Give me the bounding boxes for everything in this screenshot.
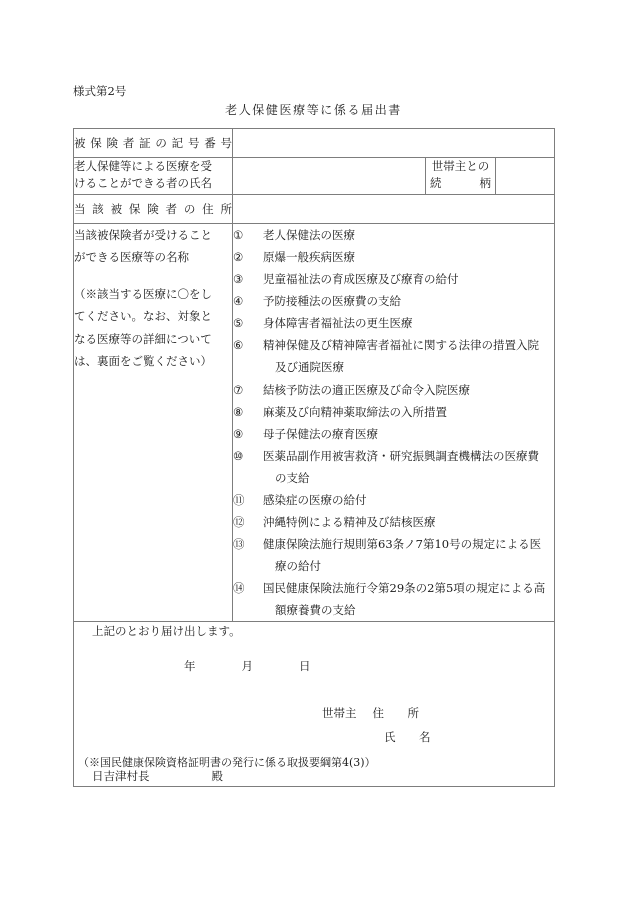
field-insurance-number[interactable] xyxy=(233,129,555,158)
medical-type-item[interactable] xyxy=(233,445,554,489)
medical-type-label: 国民健康保険法施行令第29条の2第5項の規定による高 額療養費の支給 xyxy=(263,577,554,621)
label-insurance-number: 被保険者証の記号番号 xyxy=(74,129,233,158)
label-medical-types: 当該被保険者が受けること ができる医療等の名称 （※該当する医療に〇をし てください。なお、対象と なる医療等の詳細について は、裏面をご覧ください） xyxy=(74,224,233,622)
medical-type-label-continued: 療の給付 xyxy=(275,559,321,574)
medical-type-label-continued: の支給 xyxy=(275,470,310,485)
medical-type-label: 母子保健法の療育医療 xyxy=(263,426,378,441)
table-row-name xyxy=(74,158,555,195)
householder-label: 世帯主 xyxy=(322,706,357,721)
medical-type-label-continued: 及び通院医療 xyxy=(275,360,344,375)
medical-type-label: 感染症の医療の給付 xyxy=(263,492,367,507)
label-spacer xyxy=(74,269,232,283)
medical-type-number: ⑦ xyxy=(233,382,244,397)
label-relationship-to-householder: 世帯主との 続 柄 xyxy=(426,158,496,195)
medical-type-label: 医薬品副作用被害救済・研究振興調査機構法の医療費 の支給 xyxy=(263,445,554,489)
medical-type-item[interactable] xyxy=(233,533,554,577)
medical-type-item[interactable] xyxy=(233,334,554,378)
field-eligible-person-name[interactable] xyxy=(233,158,426,195)
medical-type-item[interactable] xyxy=(233,511,554,533)
label-eligible-person-name: 老人保健等による医療を受 けることができる者の氏名 xyxy=(74,158,233,195)
declaration-statement: 上記のとおり届け出します。 xyxy=(92,624,241,639)
medical-type-label: 児童福祉法の育成医療及び療育の給付 xyxy=(263,272,459,287)
medical-type-number: ④ xyxy=(233,294,244,309)
medical-type-number: ⑭ xyxy=(233,581,245,596)
medical-type-label: 沖縄特例による精神及び結核医療 xyxy=(263,515,436,530)
medical-type-item[interactable] xyxy=(233,268,554,290)
date-year-label: 年 xyxy=(184,658,196,673)
medical-type-item[interactable] xyxy=(233,379,554,401)
address-field-label[interactable]: 住 所 xyxy=(372,706,425,721)
addressee-honorific: 殿 xyxy=(211,769,223,784)
form-footnote: （※国民健康保険資格証明書の発行に係る取扱要綱第4(3)） xyxy=(78,756,376,769)
householder-name-row xyxy=(322,725,554,749)
medical-type-label: 予防接種法の医療費の支給 xyxy=(263,294,401,309)
medical-type-label: 精神保健及び精神障害者福祉に関する法律の措置入院 及び通院医療 xyxy=(263,334,554,378)
medical-type-number: ⑨ xyxy=(233,426,244,441)
medical-type-item[interactable] xyxy=(233,290,554,312)
table-row-medical-types xyxy=(74,224,555,622)
medical-type-label: 結核予防法の適正医療及び命令入院医療 xyxy=(263,382,470,397)
medical-type-number: ① xyxy=(233,228,244,242)
medical-type-list xyxy=(233,224,555,622)
medical-type-label: 身体障害者福祉法の更生医療 xyxy=(263,316,413,331)
medical-type-number: ⑫ xyxy=(233,515,245,530)
date-entry-line[interactable] xyxy=(184,657,554,675)
date-day-label: 日 xyxy=(299,658,311,673)
medical-type-label: 健康保険法施行規則第63条ノ7第10号の規定による医 療の給付 xyxy=(263,533,554,577)
name-field-label[interactable]: 氏 名 xyxy=(384,730,437,745)
medical-type-number: ⑧ xyxy=(233,404,244,419)
medical-type-number: ⑩ xyxy=(233,448,244,463)
medical-type-item[interactable] xyxy=(233,224,554,246)
table-row-address xyxy=(74,195,555,224)
medical-type-number: ③ xyxy=(233,272,244,287)
medical-type-item[interactable] xyxy=(233,577,554,621)
signature-block xyxy=(74,701,554,749)
medical-type-item[interactable] xyxy=(233,312,554,334)
table-row-insurance-number xyxy=(74,129,555,158)
notification-form-table xyxy=(73,128,555,787)
medical-type-number: ② xyxy=(233,250,244,265)
medical-type-number: ⑥ xyxy=(233,338,244,353)
medical-type-label: 麻薬及び向精神薬取締法の入所措置 xyxy=(263,404,447,419)
field-insured-address[interactable] xyxy=(233,195,555,224)
medical-type-item[interactable] xyxy=(233,401,554,423)
medical-type-number: ⑪ xyxy=(233,492,245,507)
medical-type-item[interactable] xyxy=(233,246,554,268)
document-title: 老人保健医療等に係る届出書 xyxy=(225,103,402,117)
medical-type-label-continued: 額療養費の支給 xyxy=(275,603,356,618)
date-month-label: 月 xyxy=(241,658,253,673)
medical-type-label: 老人保健法の医療 xyxy=(263,228,355,242)
addressee-name: 日吉津村長 xyxy=(92,769,150,784)
addressee-line xyxy=(92,767,554,785)
householder-address-row xyxy=(322,701,554,725)
medical-type-number: ⑬ xyxy=(233,537,245,552)
form-number: 様式第2号 xyxy=(73,84,127,98)
medical-type-item[interactable] xyxy=(233,489,554,511)
medical-type-number: ⑤ xyxy=(233,316,244,331)
label-insured-address: 当該被保険者の住所 xyxy=(74,195,233,224)
medical-type-label: 原爆一般疾病医療 xyxy=(263,250,355,265)
medical-type-item[interactable] xyxy=(233,423,554,445)
field-relationship-to-householder[interactable] xyxy=(496,158,555,195)
